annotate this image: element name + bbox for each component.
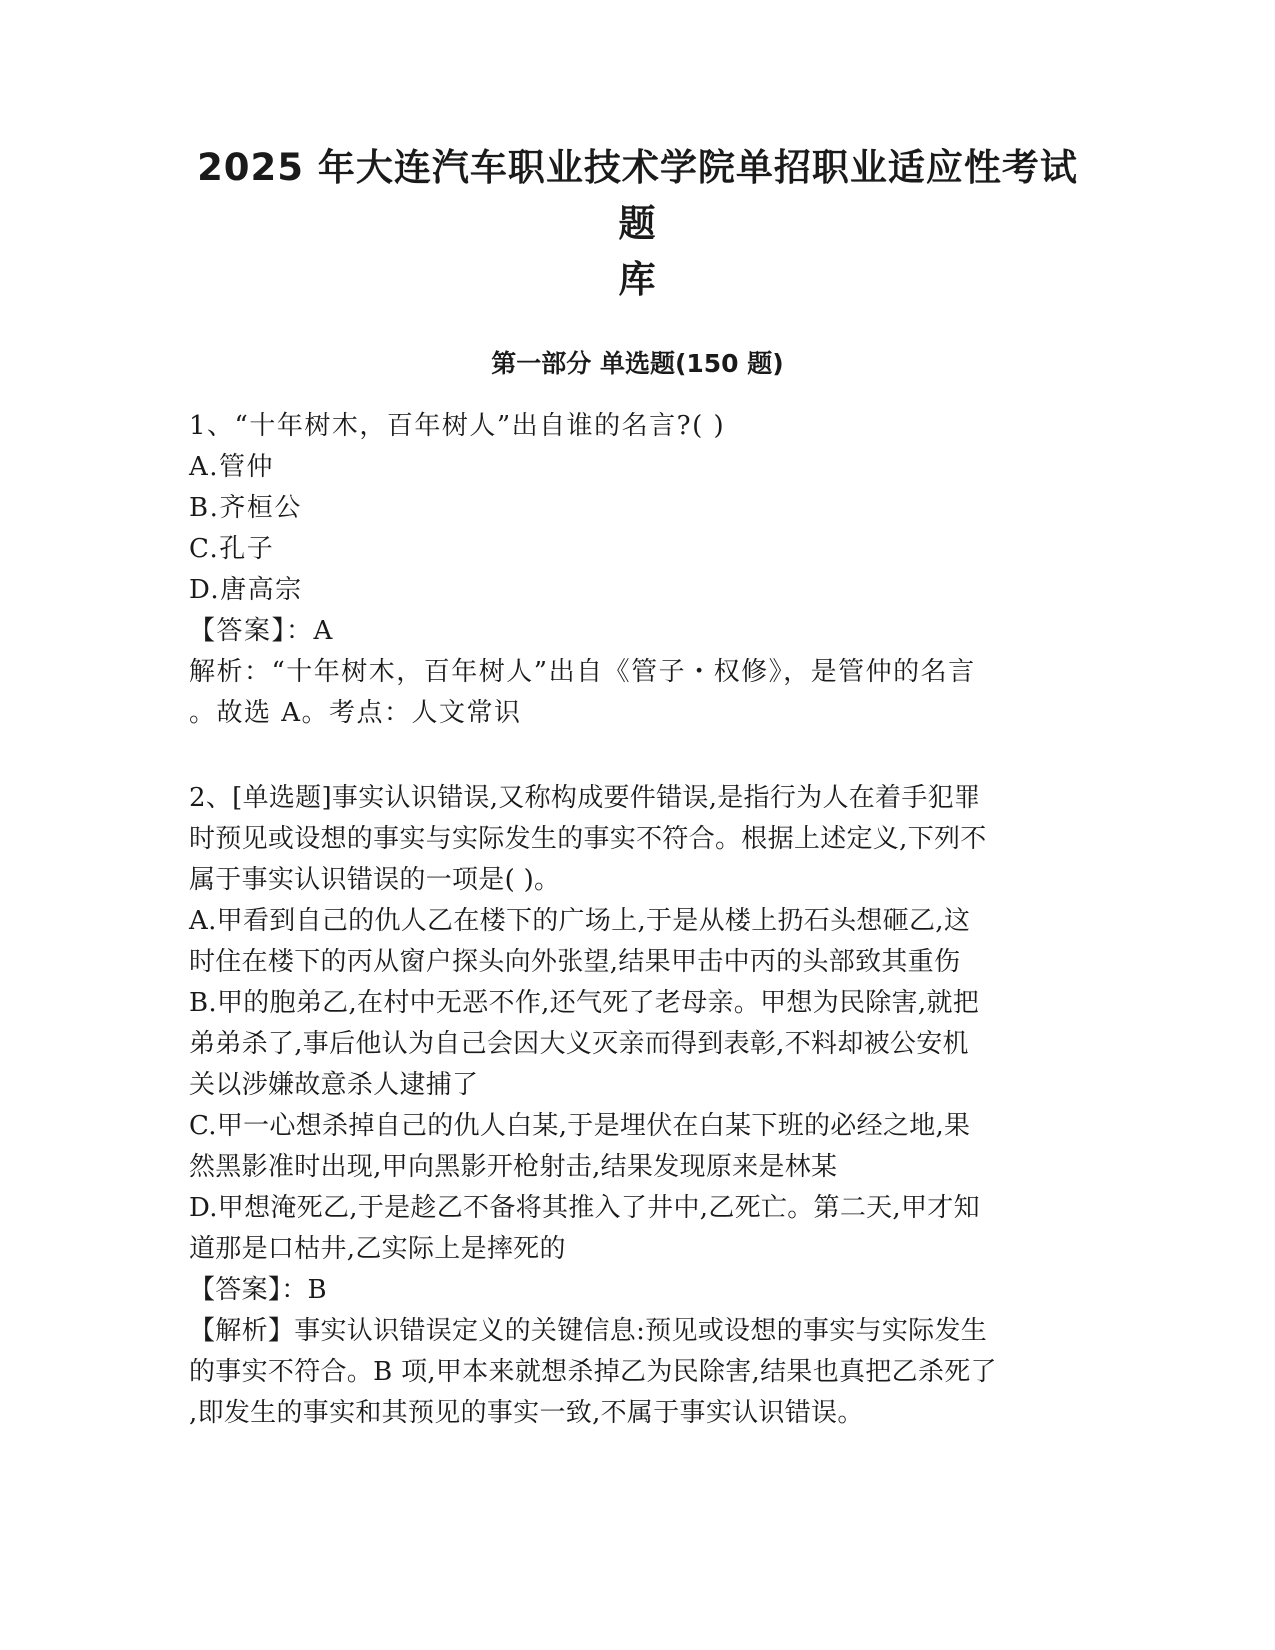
question-stem-line: 属于事实认识错误的一项是( )。 [189,865,561,895]
title-line-2: 库 [618,258,657,301]
option-d-line: D.甲想淹死乙,于是趁乙不备将其推入了井中,乙死亡。第二天,甲才知 [189,1193,980,1223]
analysis-line: 【解析】事实认识错误定义的关键信息:预见或设想的事实与实际发生 [189,1316,988,1346]
answer: 【答案】：A [189,616,334,646]
analysis-line: 的事实不符合。B 项,甲本来就想杀掉乙为民除害,结果也真把乙杀死了 [189,1357,997,1387]
document-title [180,140,1095,308]
option-b: B.齐桓公 [189,493,302,523]
question-2 [189,778,1089,1434]
option-b-line: 弟弟杀了,事后他认为自己会因大义灭亲而得到表彰,不料却被公安机 [189,1029,969,1059]
option-c: C.孔子 [189,534,275,564]
question-stem-line: 时预见或设想的事实与实际发生的事实不符合。根据上述定义,下列不 [189,824,987,854]
answer: 【答案】：B [189,1275,327,1305]
analysis-line: 解析：“十年树木，百年树人”出自《管子・权修》，是管仲的名言 [189,657,976,687]
option-a: A.管仲 [189,452,275,482]
question-stem-line: 2、[单选题]事实认识错误,又称构成要件错误,是指行为人在着手犯罪 [189,783,981,813]
title-line-1: 2025 年大连汽车职业技术学院单招职业适应性考试题 [197,146,1078,245]
option-d-line: 道那是口枯井,乙实际上是摔死的 [189,1234,566,1264]
analysis-line: 。故选 A。考点：人文常识 [189,698,522,728]
question-stem: 1、“十年树木，百年树人”出自谁的名言?( ) [189,411,726,441]
option-d: D.唐高宗 [189,575,303,605]
option-c-line: C.甲一心想杀掉自己的仇人白某,于是埋伏在白某下班的必经之地,果 [189,1111,971,1141]
section-title: 第一部分 单选题(150 题) [491,349,784,378]
option-b-line: 关以涉嫌故意杀人逮捕了 [189,1070,479,1100]
question-1 [189,406,1089,734]
option-b-line: B.甲的胞弟乙,在村中无恶不作,还气死了老母亲。甲想为民除害,就把 [189,988,980,1018]
analysis-line: ,即发生的事实和其预见的事实一致,不属于事实认识错误。 [189,1398,864,1428]
option-c-line: 然黑影准时出现,甲向黑影开枪射击,结果发现原来是林某 [189,1152,838,1182]
option-a-line: A.甲看到自己的仇人乙在楼下的广场上,于是从楼上扔石头想砸乙,这 [189,906,971,936]
option-a-line: 时住在楼下的丙从窗户探头向外张望,结果甲击中丙的头部致其重伤 [189,947,961,977]
